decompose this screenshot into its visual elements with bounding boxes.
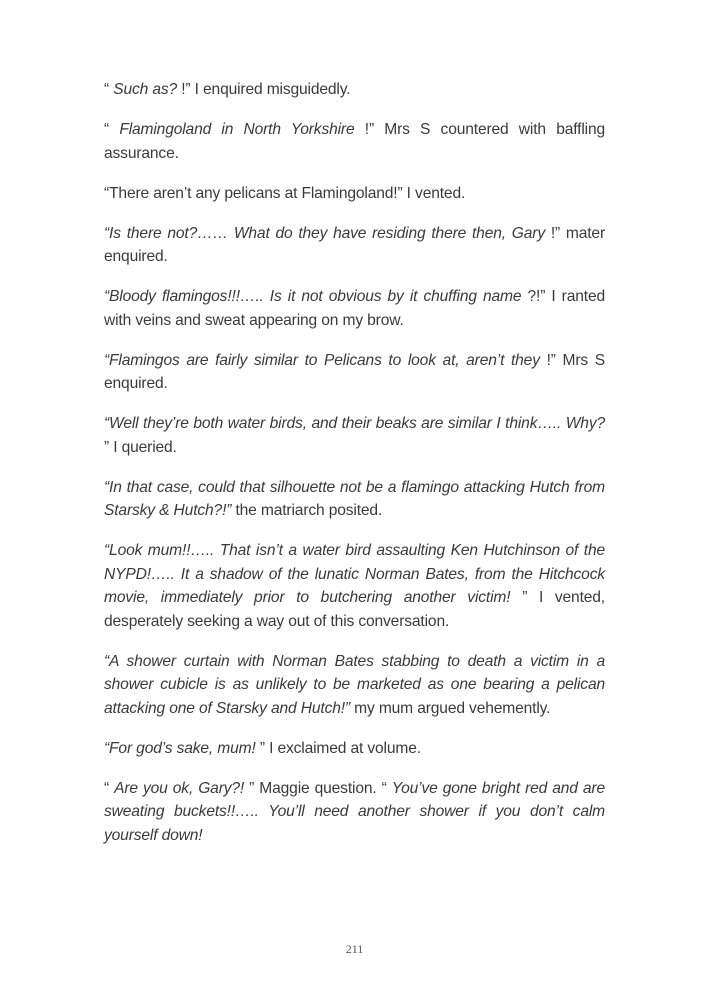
paragraph: “A shower curtain with Norman Bates stabbing to death a victim in a shower cubicle is as unlikely to be marketed as one bearing a pelican attacking one of Starsky and Hutch!” my mum argued vehemently. — [104, 652, 605, 717]
paragraph: “Look mum!!….. That isn’t a water bird assaulting Ken Hutchinson of the NYPD!….. It a shadow of the lunatic Norman Bates, from the Hitchcock movie, immediately prior to butchering another victim! ” I vented, desperately seeking a way out of this conversation. — [104, 542, 605, 630]
page-number: 211 — [345, 942, 364, 956]
page-body — [104, 78, 605, 864]
paragraph: “ Are you ok, Gary?! ” Maggie question. “ You’ve gone bright red and are sweating buckets!!….. You’ll need another shower if you don’t calm yourself down! — [104, 779, 605, 844]
paragraph: “Well they’re both water birds, and their beaks are similar I think….. Why? ” I queried. — [104, 415, 605, 456]
paragraph: “ Flamingoland in North Yorkshire !” Mrs S countered with baffling assurance. — [104, 121, 605, 162]
paragraph: “Is there not?…… What do they have residing there then, Gary !” mater enquired. — [104, 224, 606, 265]
paragraph: “There aren’t any pelicans at Flamingoland!” I vented. — [104, 184, 466, 202]
paragraph: “In that case, could that silhouette not be a flamingo attacking Hutch from Starsky & Hutch?!” the matriarch posited. — [104, 478, 605, 519]
paragraph: “Bloody flamingos!!!….. Is it not obvious by it chuffing name ?!” I ranted with veins and sweat appearing on my brow. — [104, 288, 605, 329]
paragraph: “For god’s sake, mum! ” I exclaimed at volume. — [104, 739, 421, 757]
paragraph: “ Such as? !” I enquired misguidedly. — [104, 81, 351, 98]
paragraph: “Flamingos are fairly similar to Pelicans to look at, aren’t they !” Mrs S enquired. — [104, 351, 605, 392]
